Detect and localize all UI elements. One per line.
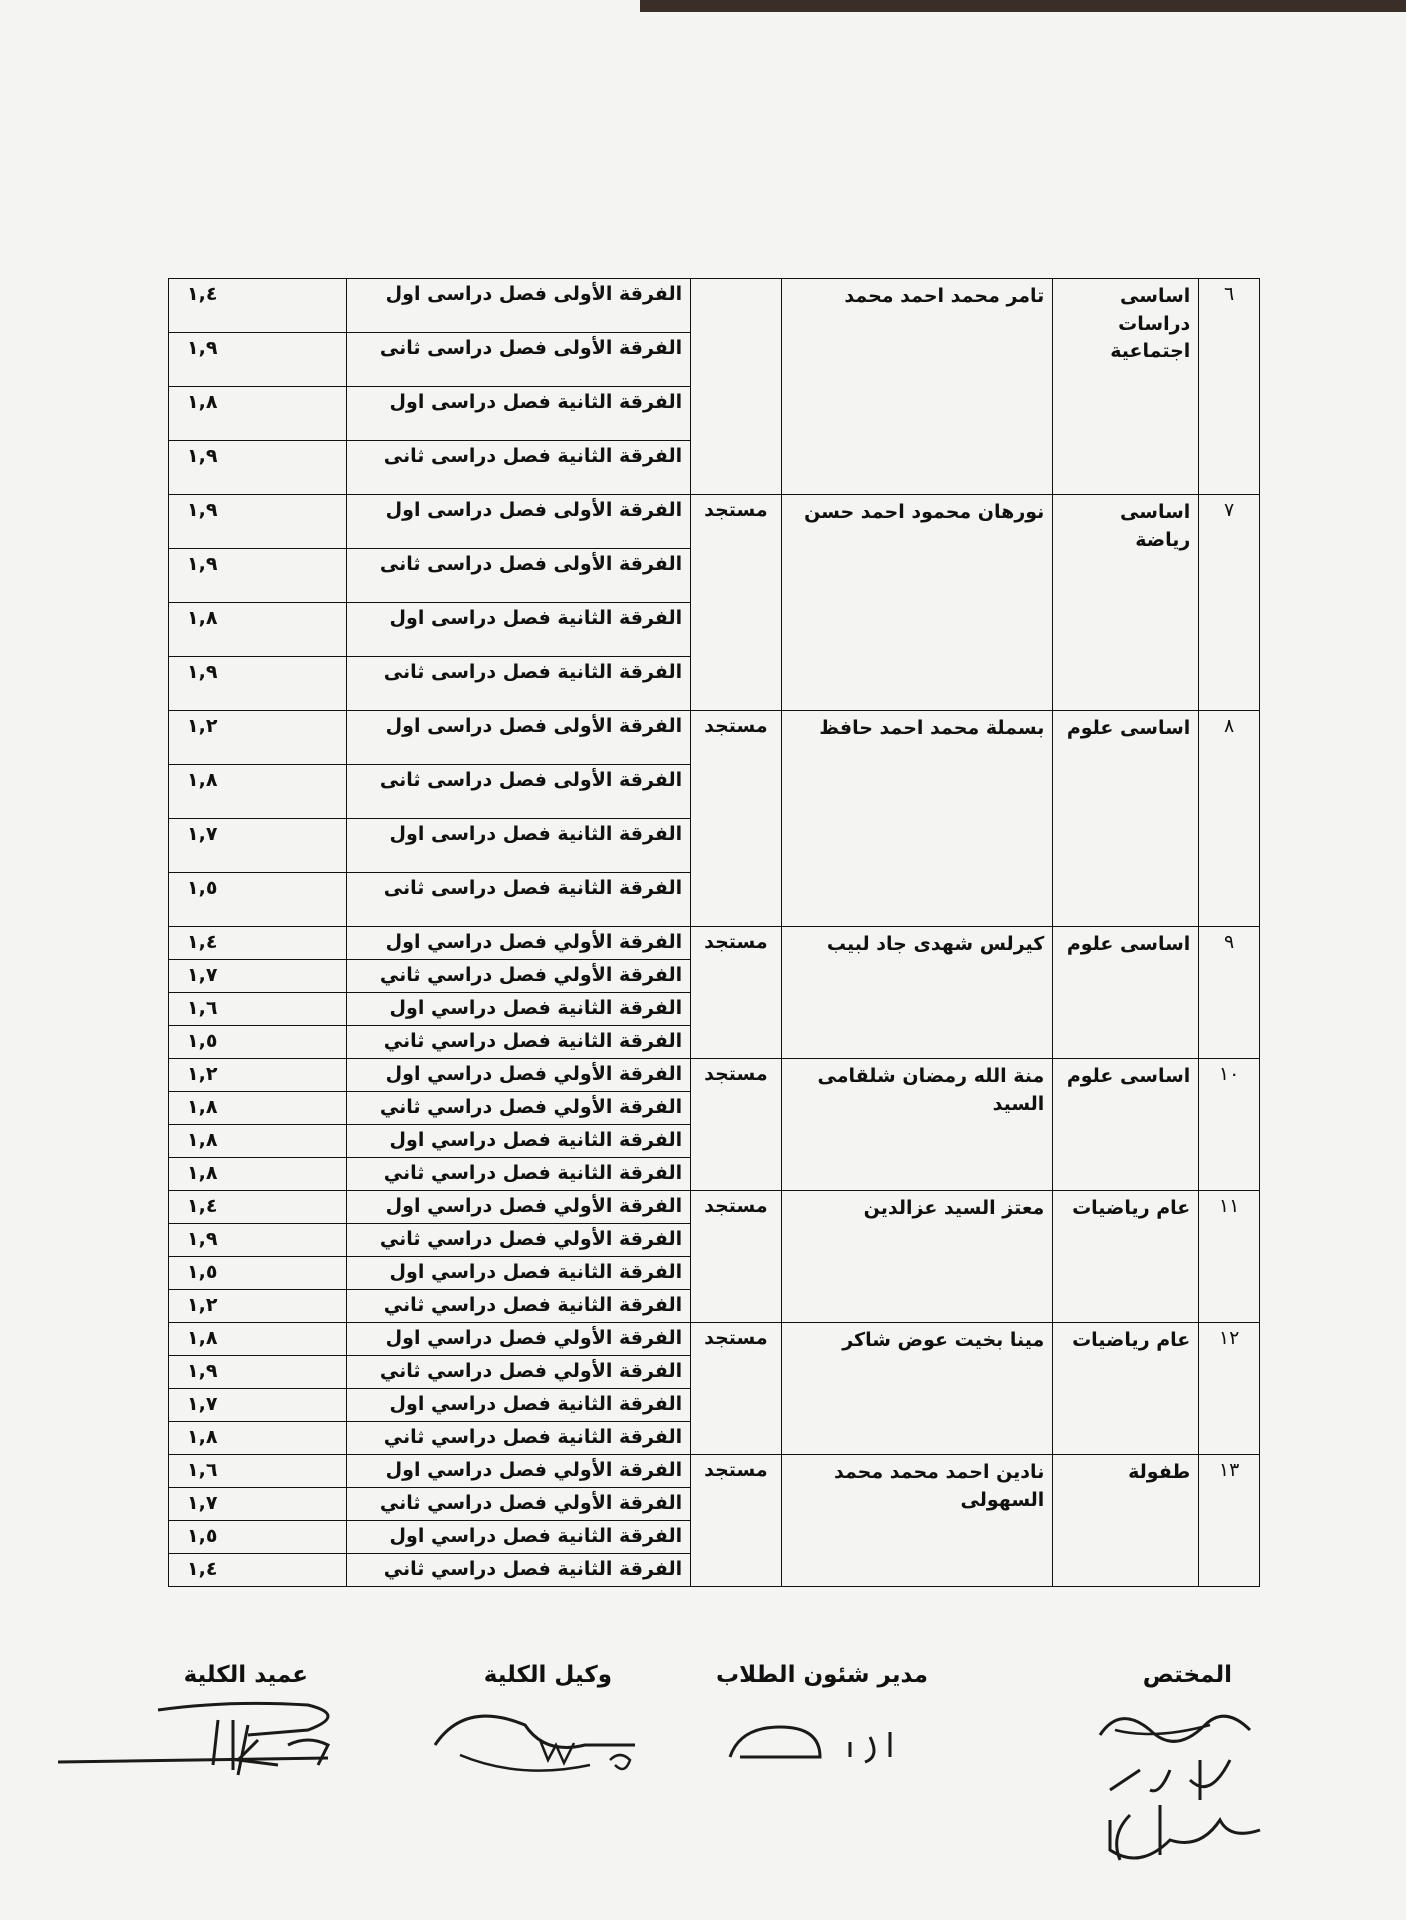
grade-value: ١,٨ <box>187 1162 218 1184</box>
grade-value: ١,٦ <box>187 1459 218 1481</box>
signature-dean <box>58 1700 358 1790</box>
grade-cell <box>169 993 347 1026</box>
status-cell: مستجد <box>691 1059 782 1191</box>
term-label-cell: الفرقة الأولى فصل دراسى اول <box>346 711 690 765</box>
grade-cell <box>169 1191 347 1224</box>
status-cell: مستجد <box>691 1323 782 1455</box>
grade-value: ١,٥ <box>187 1261 218 1283</box>
grade-cell <box>169 765 347 819</box>
term-label-cell: الفرقة الأولى فصل دراسى ثانى <box>346 333 690 387</box>
grade-cell <box>169 1323 347 1356</box>
row-number: ١١ <box>1199 1191 1260 1323</box>
row-number: ٨ <box>1199 711 1260 927</box>
grade-cell <box>169 1224 347 1257</box>
row-number: ١٣ <box>1199 1455 1260 1587</box>
table-row <box>169 1455 1260 1488</box>
grade-cell <box>169 333 347 387</box>
term-label-cell: الفرقة الثانية فصل دراسى ثانى <box>346 657 690 711</box>
grade-cell <box>169 495 347 549</box>
program-cell: اساسى علوم <box>1053 927 1199 1059</box>
grade-cell <box>169 1059 347 1092</box>
program-cell: طفولة <box>1053 1455 1199 1587</box>
student-name-cell: مينا بخيت عوض شاكر <box>781 1323 1053 1455</box>
row-number: ٩ <box>1199 927 1260 1059</box>
term-label-cell: الفرقة الأولي فصل دراسي اول <box>346 1455 690 1488</box>
term-label-cell: الفرقة الأولي فصل دراسي اول <box>346 927 690 960</box>
grade-value: ١,٥ <box>187 1525 218 1547</box>
grade-value: ١,٩ <box>187 337 218 359</box>
grade-cell <box>169 1092 347 1125</box>
program-cell: اساسى دراسات اجتماعية <box>1053 279 1199 495</box>
grade-value: ١,٨ <box>187 391 218 413</box>
grade-value: ١,٧ <box>187 823 218 845</box>
grade-value: ١,٤ <box>187 1558 218 1580</box>
grade-cell <box>169 927 347 960</box>
grade-value: ١,٩ <box>187 661 218 683</box>
term-label-cell: الفرقة الثانية فصل دراسى اول <box>346 387 690 441</box>
student-name-cell: معتز السيد عزالدين <box>781 1191 1053 1323</box>
grade-value: ١,٤ <box>187 931 218 953</box>
term-label-cell: الفرقة الأولي فصل دراسي ثاني <box>346 1356 690 1389</box>
term-label-cell: الفرقة الثانية فصل دراسي ثاني <box>346 1422 690 1455</box>
term-label-cell: الفرقة الأولى فصل دراسى ثانى <box>346 765 690 819</box>
grade-value: ١,٩ <box>187 1360 218 1382</box>
grade-value: ١,٢ <box>187 715 218 737</box>
grade-value: ١,٨ <box>187 1426 218 1448</box>
table-row <box>169 1191 1260 1224</box>
signature-title-specialist: المختص <box>1142 1662 1232 1688</box>
grade-value: ١,٨ <box>187 1129 218 1151</box>
status-cell: مستجد <box>691 1191 782 1323</box>
grade-value: ١,٢ <box>187 1063 218 1085</box>
term-label-cell: الفرقة الأولي فصل دراسي اول <box>346 1059 690 1092</box>
program-cell: عام رياضيات <box>1053 1323 1199 1455</box>
program-cell: اساسى رياضة <box>1053 495 1199 711</box>
grade-cell <box>169 819 347 873</box>
table-row <box>169 711 1260 765</box>
grade-value: ١,٦ <box>187 997 218 1019</box>
grade-value: ١,٨ <box>187 769 218 791</box>
grade-cell <box>169 873 347 927</box>
grade-cell <box>169 603 347 657</box>
status-cell <box>691 279 782 495</box>
term-label-cell: الفرقة الثانية فصل دراسى اول <box>346 603 690 657</box>
term-label-cell: الفرقة الأولي فصل دراسي اول <box>346 1323 690 1356</box>
term-label-cell: الفرقة الثانية فصل دراسي اول <box>346 1125 690 1158</box>
student-name-cell: نورهان محمود احمد حسن <box>781 495 1053 711</box>
term-label-cell: الفرقة الثانية فصل دراسي اول <box>346 993 690 1026</box>
term-label-cell: الفرقة الأولي فصل دراسي ثاني <box>346 960 690 993</box>
grade-value: ١,٤ <box>187 1195 218 1217</box>
row-number: ١٠ <box>1199 1059 1260 1191</box>
grade-value: ١,٤ <box>187 283 218 305</box>
signature-vice-dean <box>420 1700 660 1790</box>
program-cell: عام رياضيات <box>1053 1191 1199 1323</box>
grade-value: ١,٨ <box>187 1327 218 1349</box>
grade-value: ١,٩ <box>187 553 218 575</box>
grade-value: ١,٥ <box>187 877 218 899</box>
grade-value: ١,٧ <box>187 1393 218 1415</box>
grade-cell <box>169 549 347 603</box>
term-label-cell: الفرقة الثانية فصل دراسى ثانى <box>346 441 690 495</box>
grade-cell <box>169 657 347 711</box>
grade-cell <box>169 1356 347 1389</box>
program-cell: اساسى علوم <box>1053 711 1199 927</box>
status-cell: مستجد <box>691 1455 782 1587</box>
term-label-cell: الفرقة الثانية فصل دراسي ثاني <box>346 1026 690 1059</box>
row-number: ٧ <box>1199 495 1260 711</box>
grade-cell <box>169 1455 347 1488</box>
grade-cell <box>169 1158 347 1191</box>
term-label-cell: الفرقة الثانية فصل دراسى اول <box>346 819 690 873</box>
term-label-cell: الفرقة الأولى فصل دراسى ثانى <box>346 549 690 603</box>
grade-cell <box>169 1422 347 1455</box>
term-label-cell: الفرقة الأولي فصل دراسي ثاني <box>346 1092 690 1125</box>
table-row <box>169 927 1260 960</box>
row-number: ١٢ <box>1199 1323 1260 1455</box>
table-row <box>169 279 1260 333</box>
status-cell: مستجد <box>691 927 782 1059</box>
grade-cell <box>169 1488 347 1521</box>
grade-cell <box>169 1257 347 1290</box>
grade-value: ١,٥ <box>187 1030 218 1052</box>
term-label-cell: الفرقة الثانية فصل دراسي ثاني <box>346 1290 690 1323</box>
student-name-cell: كيرلس شهدى جاد لبيب <box>781 927 1053 1059</box>
grade-cell <box>169 1125 347 1158</box>
grade-value: ١,٧ <box>187 964 218 986</box>
signature-title-vice-dean: وكيل الكلية <box>483 1662 612 1688</box>
grade-cell <box>169 1389 347 1422</box>
term-label-cell: الفرقة الأولى فصل دراسى اول <box>346 279 690 333</box>
grades-table <box>168 278 1260 1587</box>
student-name-cell: تامر محمد احمد محمد <box>781 279 1053 495</box>
grade-value: ١,٩ <box>187 499 218 521</box>
term-label-cell: الفرقة الأولي فصل دراسي ثاني <box>346 1224 690 1257</box>
term-label-cell: الفرقة الأولي فصل دراسي اول <box>346 1191 690 1224</box>
grade-cell <box>169 960 347 993</box>
grade-value: ١,٨ <box>187 1096 218 1118</box>
term-label-cell: الفرقة الثانية فصل دراسى ثانى <box>346 873 690 927</box>
status-cell: مستجد <box>691 495 782 711</box>
signature-affairs-manager <box>720 1712 920 1782</box>
term-label-cell: الفرقة الثانية فصل دراسي اول <box>346 1521 690 1554</box>
program-cell: اساسى علوم <box>1053 1059 1199 1191</box>
term-label-cell: الفرقة الأولي فصل دراسي ثاني <box>346 1488 690 1521</box>
grade-cell <box>169 387 347 441</box>
grade-cell <box>169 1290 347 1323</box>
grade-cell <box>169 279 347 333</box>
term-label-cell: الفرقة الثانية فصل دراسي اول <box>346 1389 690 1422</box>
scan-edge <box>640 0 1406 12</box>
grade-value: ١,٢ <box>187 1294 218 1316</box>
student-name-cell: منة الله رمضان شلقامى السيد <box>781 1059 1053 1191</box>
grade-cell <box>169 1026 347 1059</box>
grade-cell <box>169 711 347 765</box>
signature-title-affairs-manager: مدير شئون الطلاب <box>715 1662 928 1688</box>
table-row <box>169 1323 1260 1356</box>
grade-value: ١,٨ <box>187 607 218 629</box>
student-name-cell: بسملة محمد احمد حافظ <box>781 711 1053 927</box>
signature-title-dean: عميد الكلية <box>183 1662 308 1688</box>
row-number: ٦ <box>1199 279 1260 495</box>
grade-cell <box>169 1554 347 1587</box>
table-row <box>169 495 1260 549</box>
term-label-cell: الفرقة الثانية فصل دراسي ثاني <box>346 1554 690 1587</box>
table-row <box>169 1059 1260 1092</box>
grade-cell <box>169 1521 347 1554</box>
grade-value: ١,٩ <box>187 1228 218 1250</box>
term-label-cell: الفرقة الثانية فصل دراسي ثاني <box>346 1158 690 1191</box>
status-cell: مستجد <box>691 711 782 927</box>
grade-cell <box>169 441 347 495</box>
term-label-cell: الفرقة الأولى فصل دراسى اول <box>346 495 690 549</box>
grade-value: ١,٧ <box>187 1492 218 1514</box>
signature-specialist <box>1080 1690 1280 1890</box>
student-name-cell: نادين احمد محمد محمد السهولى <box>781 1455 1053 1587</box>
term-label-cell: الفرقة الثانية فصل دراسي اول <box>346 1257 690 1290</box>
grade-value: ١,٩ <box>187 445 218 467</box>
